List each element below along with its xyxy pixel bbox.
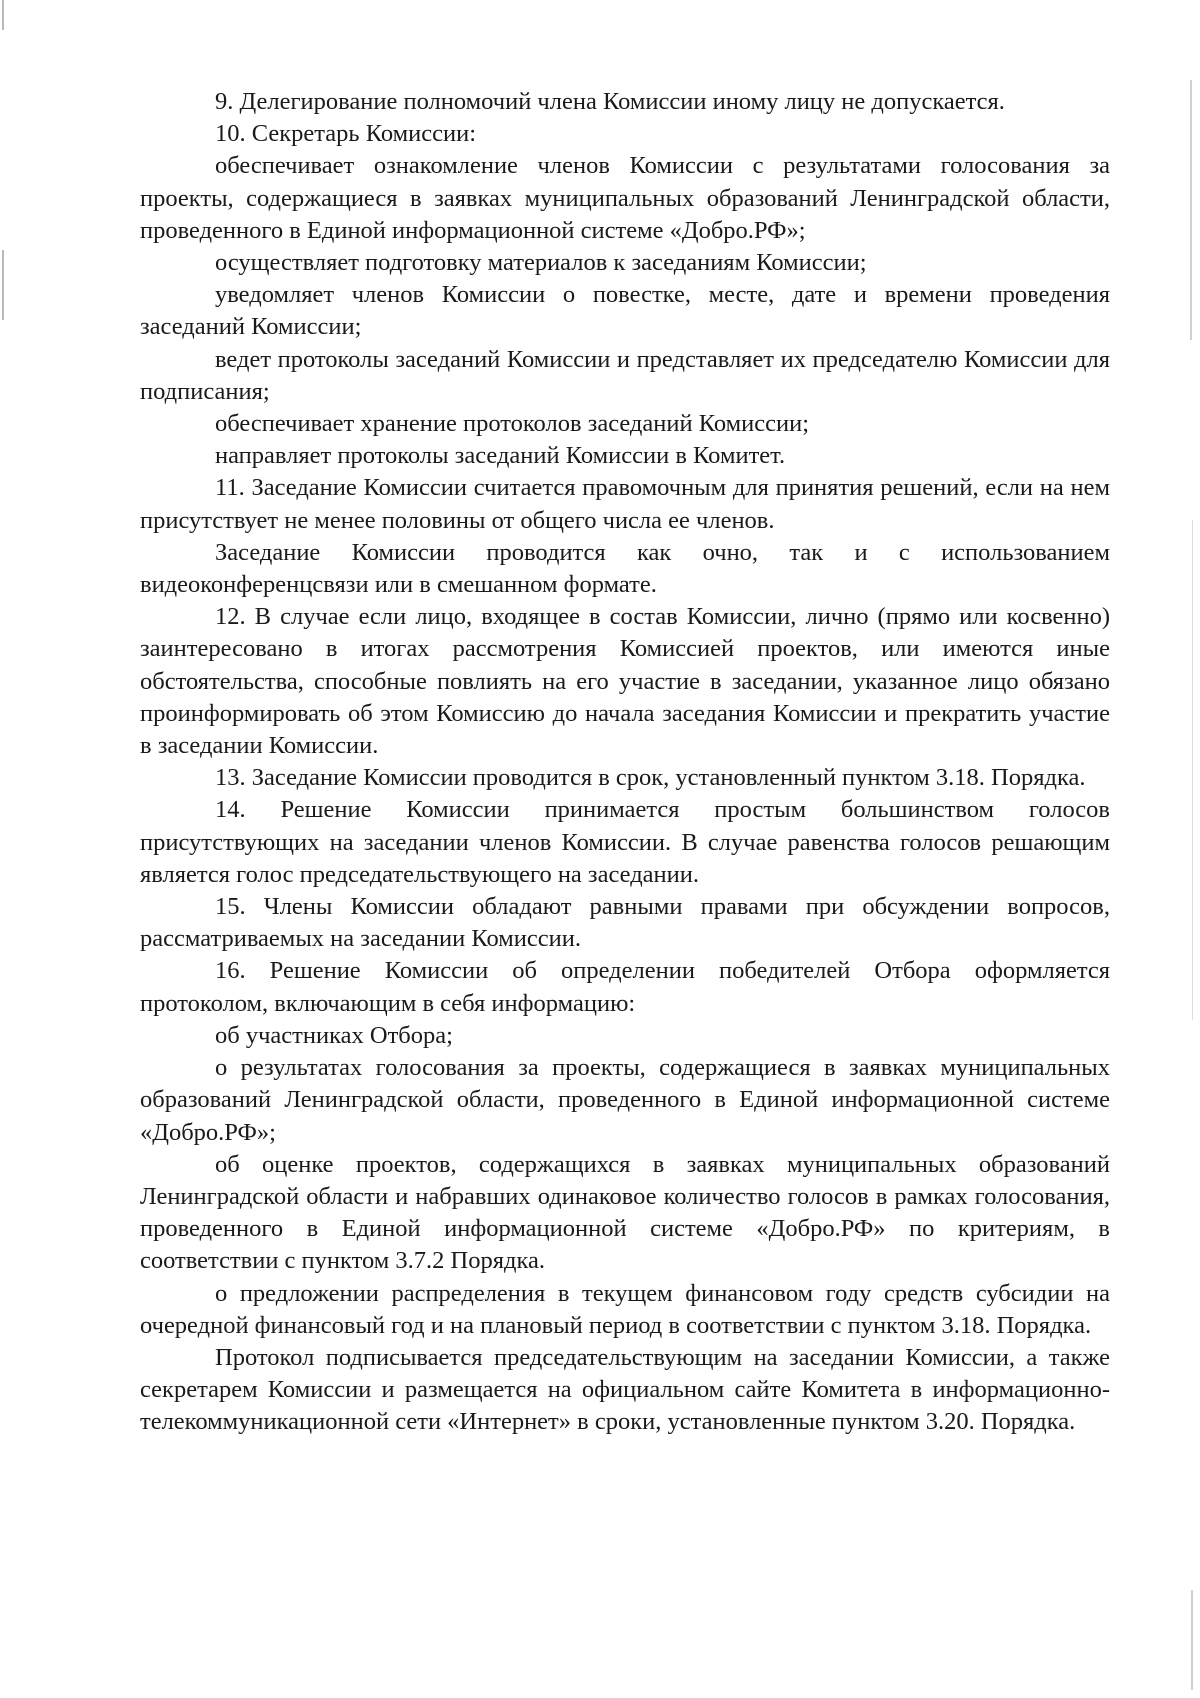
paragraph-item-16: 16. Решение Комиссии об определении победителей Отбора оформляется протоколом, включающим в себя информацию:	[140, 957, 1110, 1017]
paragraph-protocol-info: о результатах голосования за проекты, содержащиеся в заявках муниципальных образований Ленинградской области, проведенного в Единой информационной системе «Добро.РФ»;	[140, 1054, 1110, 1146]
paragraph-protocol-info: о предложении распределения в текущем финансовом году средств субсидии на очередной финансовый год и на плановый период в соответствии с пунктом 3.18. Порядка.	[140, 1279, 1110, 1339]
scan-edge-mark	[1191, 1590, 1193, 1690]
paragraph-secretary-duty: направляет протоколы заседаний Комиссии в Комитет.	[215, 442, 786, 470]
scan-edge-mark	[2, 0, 4, 30]
paragraph-secretary-duty: ведет протоколы заседаний Комиссии и представляет их председателю Комиссии для подписания;	[140, 345, 1110, 405]
paragraph-protocol-signing: Протокол подписывается председательствующим на заседании Комиссии, а также секретарем Комиссии и размещается на официальном сайте Комитета в информационно-телекоммуникационной сети «Интернет» в сроки, установленные пунктом 3.20. Порядка.	[140, 1343, 1110, 1436]
paragraph-item-14: 14. Решение Комиссии принимается простым большинством голосов присутствующих на заседании членов Комиссии. В случае равенства голосов решающим является голос председательствующего на заседании.	[140, 796, 1110, 888]
paragraph-item-10: 10. Секретарь Комиссии:	[215, 120, 477, 148]
paragraph-meeting-format: Заседание Комиссии проводится как очно, так и с использованием видеоконференцсвязи или в смешанном формате.	[140, 538, 1110, 599]
paragraph-item-11: 11. Заседание Комиссии считается правомочным для принятия решений, если на нем присутствует не менее половины от общего числа ее членов.	[140, 474, 1110, 534]
paragraph-item-9: 9. Делегирование полномочий члена Комиссии иному лицу не допускается.	[215, 88, 1005, 115]
paragraph-secretary-duty: осуществляет подготовку материалов к заседаниям Комиссии;	[215, 249, 867, 277]
scan-edge-mark	[2, 250, 4, 320]
paragraph-item-13: 13. Заседание Комиссии проводится в срок, установленный пунктом 3.18. Порядка.	[215, 764, 1086, 792]
paragraph-protocol-info: об участниках Отбора;	[215, 1021, 453, 1049]
paragraph-item-12: 12. В случае если лицо, входящее в состав Комиссии, лично (прямо или косвенно) заинтересовано в итогах рассмотрения Комиссией проектов, или имеются иные обстоятельства, способные повлиять на его участие в заседании, указанное лицо обязано проинформировать об этом Комиссию до начала заседания Комиссии и прекратить участие в заседании Комиссии.	[140, 603, 1110, 760]
paragraph-item-15: 15. Члены Комиссии обладают равными правами при обсуждении вопросов, рассматриваемых на заседании Комиссии.	[140, 893, 1110, 953]
paragraph-secretary-duty: уведомляет членов Комиссии о повестке, месте, дате и времени проведения заседаний Комиссии;	[140, 281, 1110, 341]
paragraph-protocol-info: об оценке проектов, содержащихся в заявках муниципальных образований Ленинградской области и набравших одинаковое количество голосов в рамках голосования, проведенного в Единой информационной системе «Добро.РФ» по критериям, в соответствии с пунктом 3.7.2 Порядка.	[140, 1150, 1110, 1275]
scan-edge-mark	[1190, 80, 1192, 340]
paragraph-secretary-duty: обеспечивает ознакомление членов Комиссии с результатами голосования за проекты, содержащиеся в заявках муниципальных образований Ленинградской области, проведенного в Единой информационной системе «Добро.РФ»;	[140, 152, 1110, 244]
document-body	[140, 86, 1110, 1439]
paragraph-secretary-duty: обеспечивает хранение протоколов заседаний Комиссии;	[215, 410, 810, 438]
scan-edge-mark	[1192, 520, 1193, 1020]
